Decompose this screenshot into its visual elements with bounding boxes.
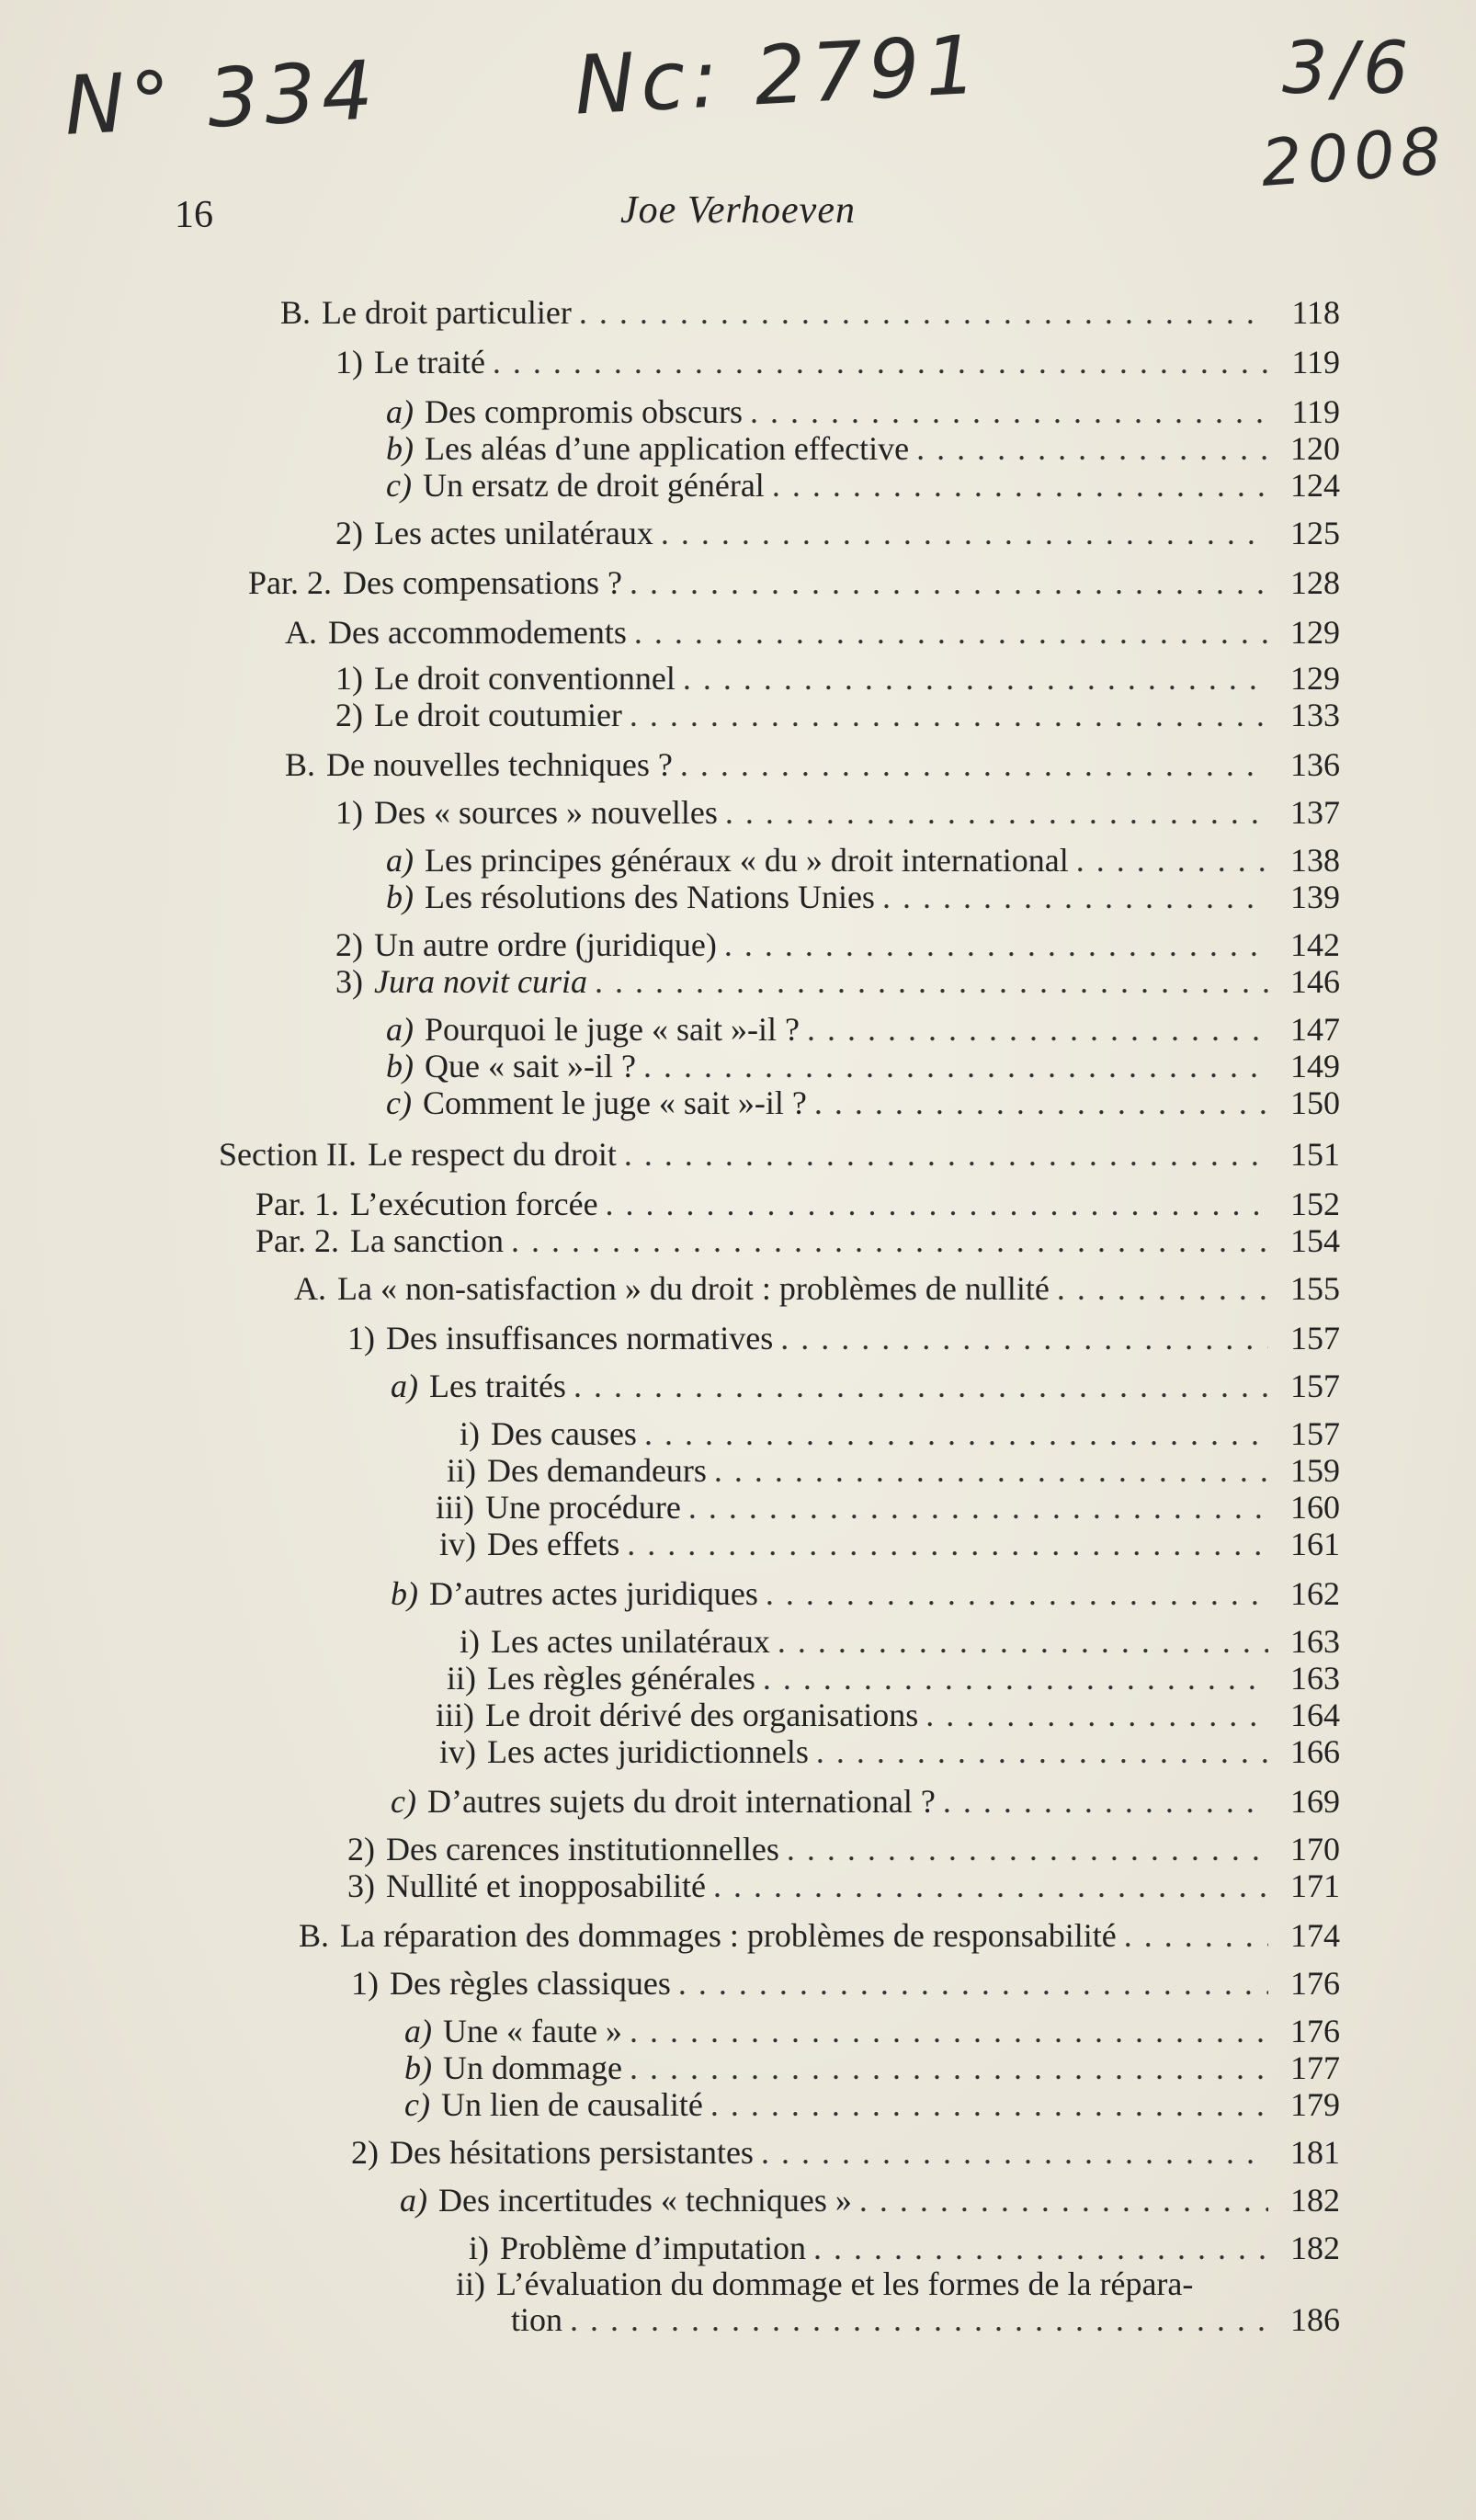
- handwritten-year: 2008: [1258, 113, 1449, 201]
- toc-entry: iv) Les actes juridictionnels . . . 166: [439, 1733, 1340, 1770]
- toc-entry: 1) Des insuffisances normatives . . . 157: [347, 1320, 1340, 1356]
- toc-entry: 2) Le droit coutumier . . . 133: [335, 697, 1340, 733]
- toc-entry: a) Des compromis obscurs . . . 119: [386, 393, 1340, 430]
- running-title: Joe Verhoeven: [620, 189, 856, 232]
- toc-entry: c) Un lien de causalité . . . 179: [404, 2086, 1340, 2123]
- toc-entry: 2) Des carences institutionnelles . . . 170: [347, 1831, 1340, 1867]
- handwritten-volume: 3/6: [1282, 28, 1414, 110]
- toc-entry: b) Un dommage . . . 177: [404, 2049, 1340, 2086]
- toc-entry: 1) Le droit conventionnel . . . 129: [335, 660, 1340, 697]
- toc-entry: ii) Des demandeurs . . . 159: [447, 1452, 1340, 1489]
- toc-entry: b) Les aléas d’une application effective . . . 120: [386, 430, 1340, 467]
- toc-entry: ii) Les règles générales . . . 163: [447, 1660, 1340, 1697]
- handwritten-accession-number: N° 334: [62, 42, 381, 153]
- toc-entry: a) Les principes généraux « du » droit international . . . 138: [386, 842, 1340, 879]
- toc-entry: c) D’autres sujets du droit international ? . . . 169: [391, 1783, 1340, 1820]
- toc-entry: 2) Un autre ordre (juridique) . . . 142: [335, 926, 1340, 963]
- toc-entry: Par. 1. L’exécution forcée . . . 152: [255, 1186, 1340, 1222]
- toc-entry: Par. 2. Des compensations ? . . . 128: [248, 564, 1340, 601]
- toc-entry: a) Une « faute » . . . 176: [404, 2013, 1340, 2049]
- toc-entry: Par. 2. La sanction . . . 154: [255, 1222, 1340, 1259]
- toc-entry: 2) Les actes unilatéraux . . . 125: [335, 515, 1340, 551]
- toc-entry: iii) Une procédure . . . 160: [436, 1489, 1340, 1526]
- toc-entry: a) Pourquoi le juge « sait »-il ? . . . 147: [386, 1011, 1340, 1048]
- toc-entry: 3) Nullité et inopposabilité . . . 171: [347, 1867, 1340, 1904]
- toc-entry: 1) Le traité . . . 119: [335, 344, 1340, 380]
- toc-entry: i) Les actes unilatéraux . . . 163: [460, 1623, 1340, 1660]
- page-number: 16: [175, 194, 213, 236]
- toc-entry: tion . . . 186: [511, 2301, 1340, 2338]
- toc-entry: 1) Des règles classiques . . . 176: [351, 1965, 1340, 2002]
- toc-entry: 2) Des hésitations persistantes . . . 181: [351, 2134, 1340, 2171]
- toc-entry: c) Comment le juge « sait »-il ? . . . 150: [386, 1084, 1340, 1121]
- toc-entry: i) Des causes . . . 157: [460, 1415, 1340, 1452]
- toc-entry: B. Le droit particulier . . . 118: [280, 294, 1340, 331]
- toc-entry: c) Un ersatz de droit général . . . 124: [386, 467, 1340, 504]
- toc-entry: A. Des accommodements . . . 129: [285, 614, 1340, 651]
- toc-entry: iv) Des effets . . . 161: [439, 1526, 1340, 1562]
- toc-entry: Section II. Le respect du droit . . . 151: [219, 1136, 1340, 1173]
- toc-entry: B. De nouvelles techniques ? . . . 136: [285, 746, 1340, 783]
- toc-entry: 3) Jura novit curia . . . 146: [335, 963, 1340, 1000]
- toc-entry: A. La « non-satisfaction » du droit : problèmes de nullité . . . 155: [294, 1270, 1340, 1307]
- toc-entry: B. La réparation des dommages : problèmes de responsabilité . . . 174: [299, 1917, 1340, 1954]
- toc-entry: b) Les résolutions des Nations Unies . . . 139: [386, 879, 1340, 915]
- toc-entry: i) Problème d’imputation . . . 182: [469, 2230, 1340, 2266]
- toc-entry: 1) Des « sources » nouvelles . . . 137: [335, 794, 1340, 831]
- toc-entry: b) D’autres actes juridiques . . . 162: [391, 1575, 1340, 1612]
- toc-entry: b) Que « sait »-il ? . . . 149: [386, 1048, 1340, 1084]
- toc-entry: a) Des incertitudes « techniques » . . . 182: [400, 2182, 1340, 2219]
- toc-entry-line: ii) L’évaluation du dommage et les formes de la répara-: [456, 2265, 1194, 2302]
- toc-entry: a) Les traités . . . 157: [391, 1368, 1340, 1404]
- handwritten-call-number: Nc: 2791: [572, 17, 985, 133]
- toc-entry: iii) Le droit dérivé des organisations . . . 164: [436, 1697, 1340, 1733]
